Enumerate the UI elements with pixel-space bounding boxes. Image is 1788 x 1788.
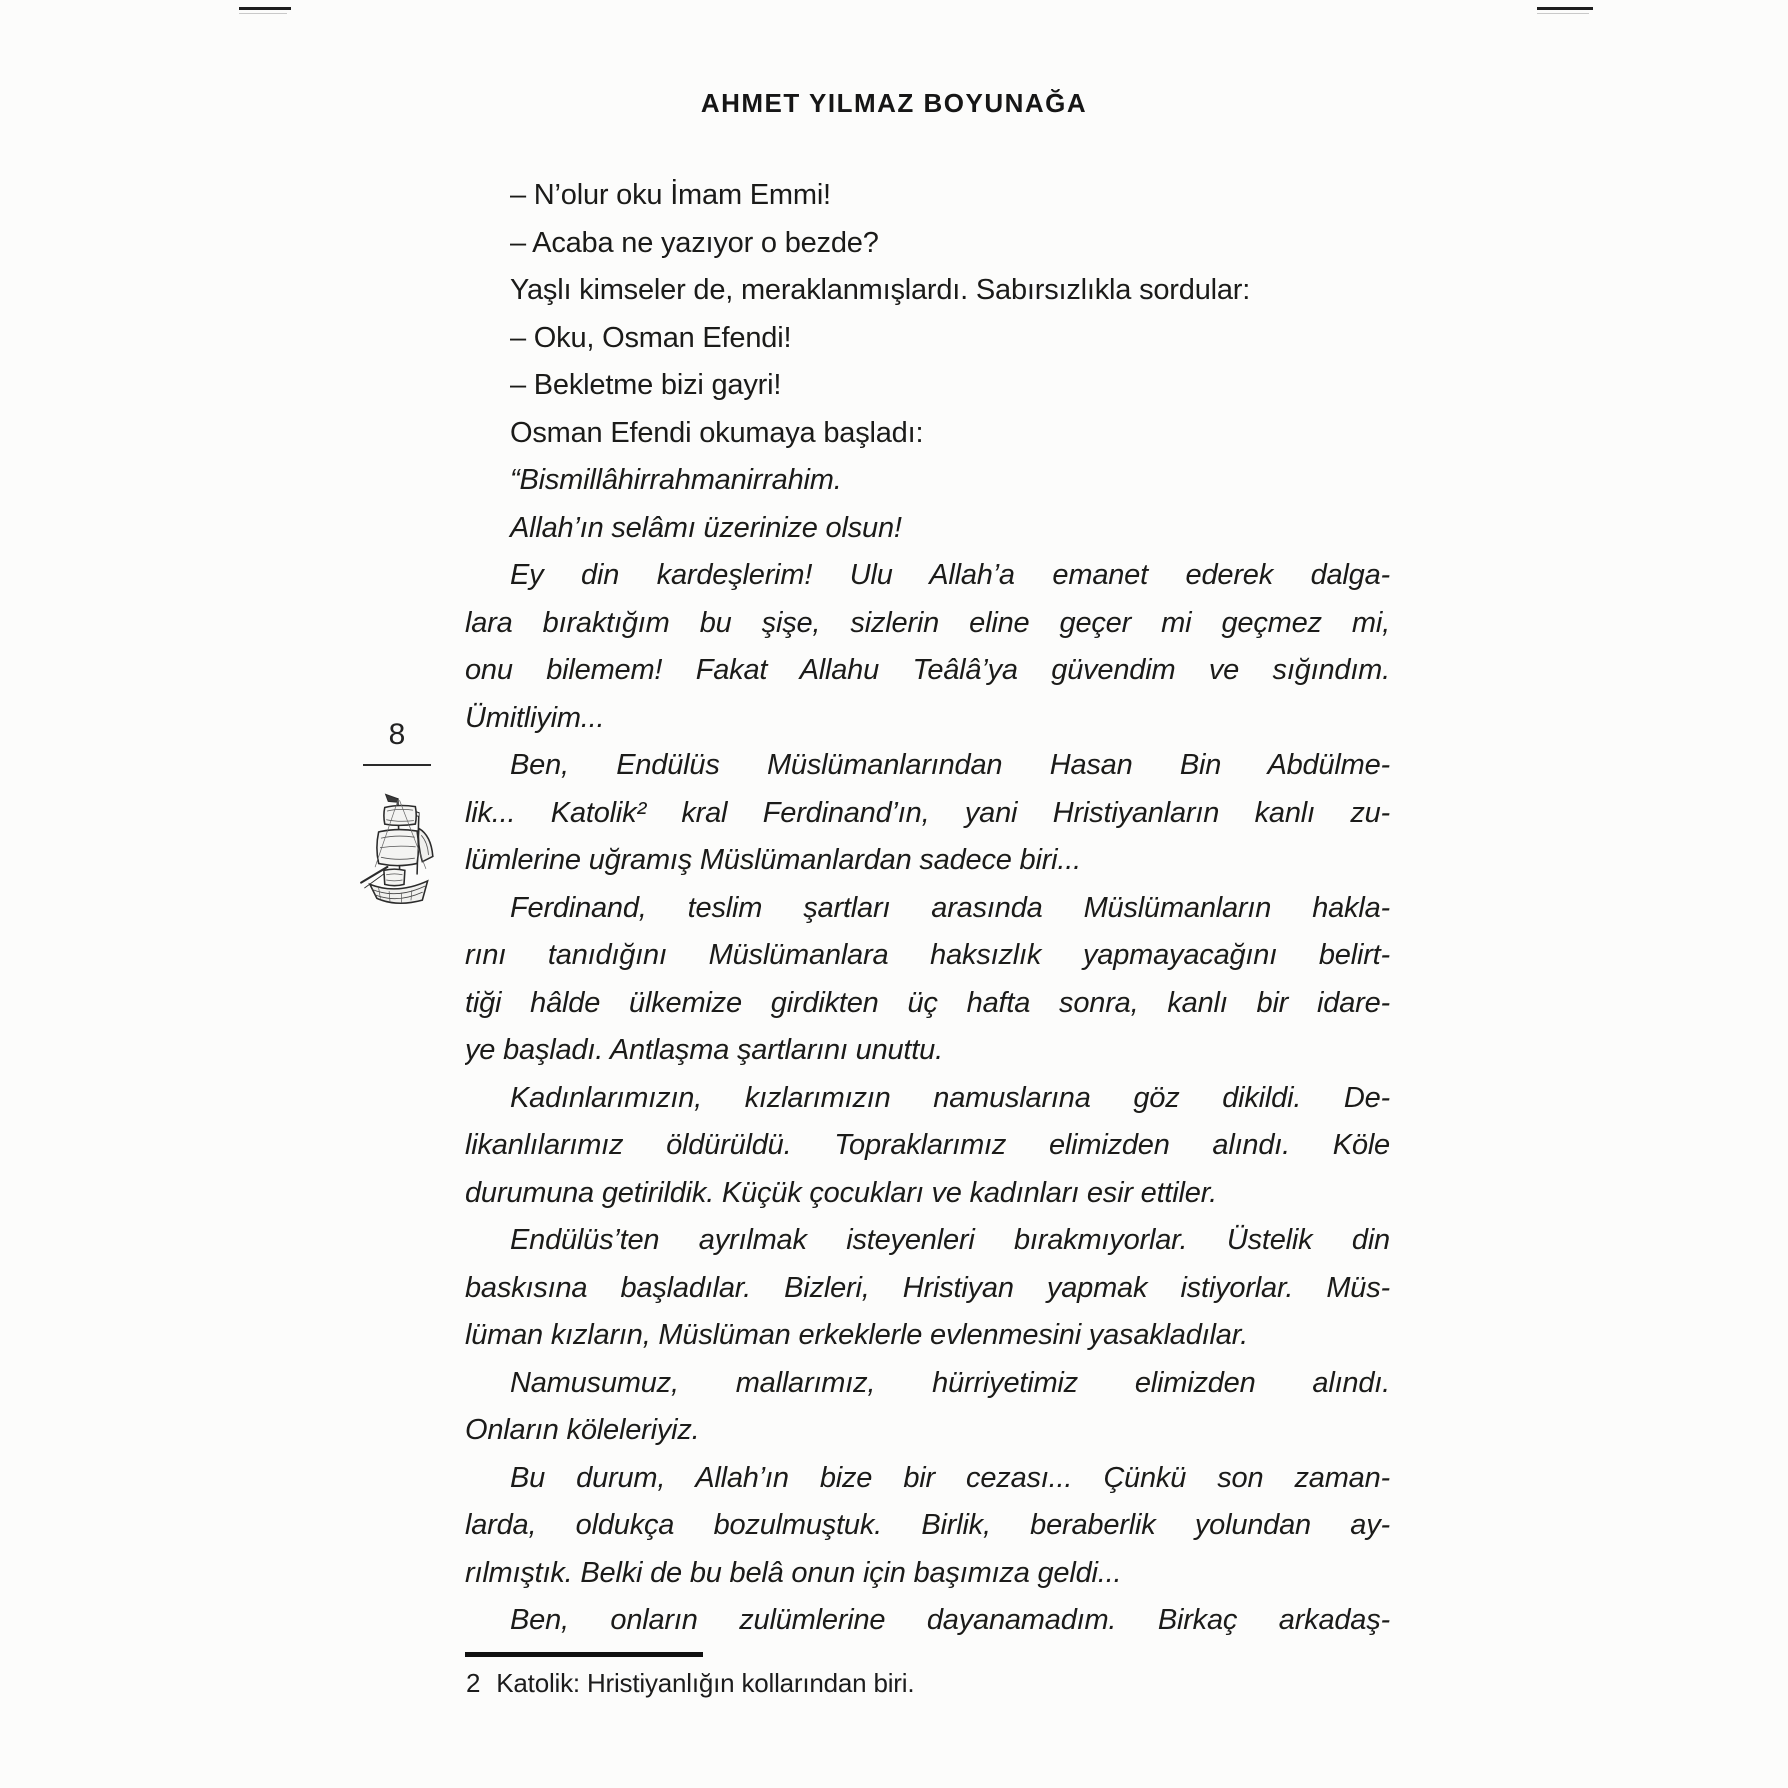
text-line: baskısına başladılar. Bizleri, Hristiyan yapmak istiyorlar. Müs- <box>465 1271 1390 1304</box>
text-line: – Bekletme bizi gayri! <box>510 369 782 401</box>
text-line: lümlerine uğramış Müslümanlardan sadece biri... <box>465 844 1081 876</box>
registration-mark-line <box>1537 7 1593 10</box>
text-line: likanlılarımız öldürüldü. Topraklarımız elimizden alındı. Köle <box>465 1129 1390 1161</box>
text-line: lüman kızların, Müslüman erkeklerle evlenmesini yasakladılar. <box>465 1319 1248 1351</box>
text-line: Namusumuz, mallarımız, hürriyetimiz elimizden alındı. <box>510 1366 1390 1399</box>
text-line: Osman Efendi okumaya başladı: <box>510 416 924 449</box>
footnote-text: Katolik: Hristiyanlığın kollarından biri. <box>496 1668 915 1698</box>
text-line: tiği hâlde ülkemize girdikten üç hafta sonra, kanlı bir idare- <box>465 986 1390 1019</box>
page-body <box>465 172 1390 1645</box>
text-line: durumuna getirildik. Küçük çocukları ve kadınları esir ettiler. <box>465 1176 1217 1209</box>
page-number-rule <box>363 764 431 766</box>
margin-column <box>340 718 454 913</box>
text-line: Kadınlarımızın, kızlarımızın namuslarına göz dikildi. De- <box>510 1081 1390 1114</box>
ship-illustration <box>340 790 454 913</box>
text-line: onu bilemem! Fakat Allahu Teâlâ’ya güvendim ve sığındım. <box>465 654 1390 686</box>
text-line: – Oku, Osman Efendi! <box>510 321 792 354</box>
text-line: Yaşlı kimseler de, meraklanmışlardı. Sabırsızlıkla sordular: <box>510 274 1251 306</box>
text-line: Ben, Endülüs Müslümanlarından Hasan Bin Abdülme- <box>510 749 1390 781</box>
footnote <box>466 1668 914 1699</box>
text-line: rını tanıdığını Müslümanlara haksızlık yapmayacağını belirt- <box>465 939 1390 971</box>
text-line: “Bismillâhirrahmanirrahim. <box>510 464 842 496</box>
running-header: AHMET YILMAZ BOYUNAĞA <box>700 88 1088 118</box>
footnote-number: 2 <box>466 1668 481 1698</box>
footnote-rule <box>465 1652 703 1657</box>
text-line: rılmıştık. Belki de bu belâ onun için başımıza geldi... <box>465 1556 1122 1589</box>
text-line: – Acaba ne yazıyor o bezde? <box>510 226 879 259</box>
text-line: Ben, onların zulümlerine dayanamadım. Birkaç arkadaş- <box>510 1604 1390 1636</box>
text-line: Ferdinand, teslim şartları arasında Müslümanların hakla- <box>510 891 1390 924</box>
text-line: Endülüs’ten ayrılmak isteyenleri bırakmıyorlar. Üstelik din <box>510 1224 1390 1256</box>
text-line: larda, oldukça bozulmuştuk. Birlik, beraberlik yolundan ay- <box>465 1509 1390 1541</box>
text-line: lara bıraktığım bu şişe, sizlerin eline geçer mi geçmez mi, <box>465 606 1390 639</box>
text-line: lik... Katolik² kral Ferdinand’ın, yani Hristiyanların kanlı zu- <box>465 796 1390 829</box>
text-line: Ümitliyim... <box>465 701 605 734</box>
registration-mark-shadow <box>239 13 287 14</box>
registration-mark-shadow <box>1537 13 1589 14</box>
registration-mark-right <box>1537 7 1593 14</box>
text-line: ye başladı. Antlaşma şartlarını unuttu. <box>465 1034 943 1066</box>
text-line: Onların köleleriyiz. <box>465 1414 700 1446</box>
registration-mark-left <box>239 7 291 14</box>
text-line: – N’olur oku İmam Emmi! <box>510 179 831 211</box>
registration-mark-line <box>239 7 291 10</box>
text-line: Bu durum, Allah’ın bize bir cezası... Çünkü son zaman- <box>510 1461 1390 1494</box>
page-number: 8 <box>388 718 406 751</box>
text-line: Ey din kardeşlerim! Ulu Allah’a emanet ederek dalga- <box>510 559 1390 591</box>
text-line: Allah’ın selâmı üzerinize olsun! <box>510 511 902 544</box>
